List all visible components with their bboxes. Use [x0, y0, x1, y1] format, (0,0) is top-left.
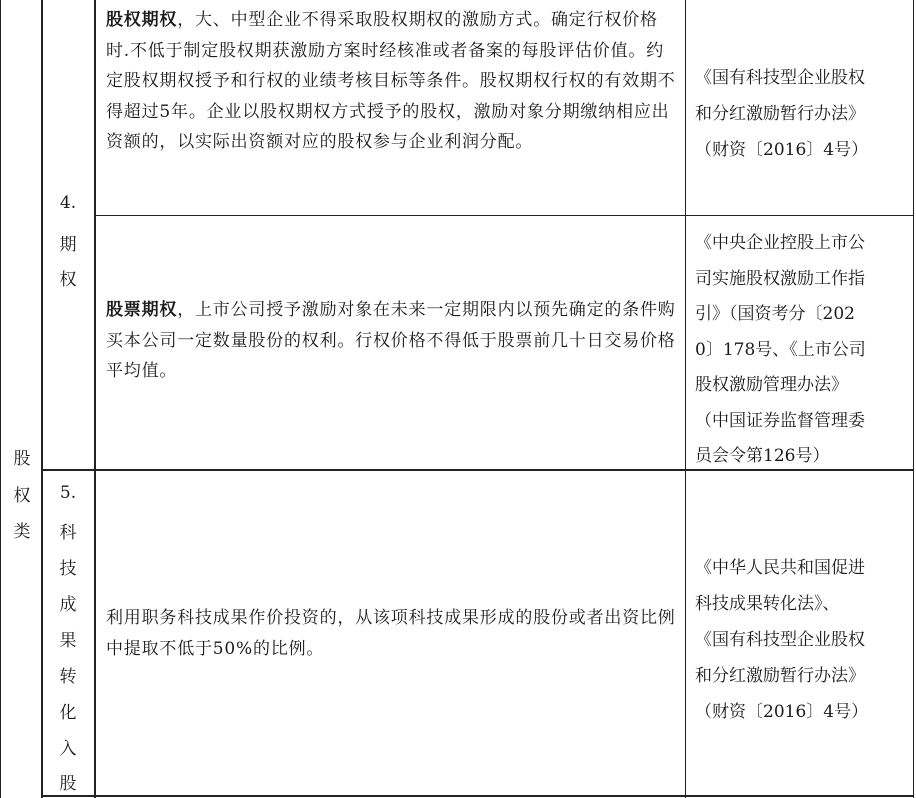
source-line: 司实施股权激励工作指	[695, 268, 865, 289]
tech-equity-description	[106, 603, 678, 664]
source-line: 和分红激励暂行办法》	[695, 104, 865, 124]
column-divider-number	[41, 0, 43, 798]
source-line: （财资〔2016〕4号）	[695, 702, 869, 722]
source-line: （财资〔2016〕4号）	[695, 140, 869, 160]
source-line: 引》（国资考分〔202	[695, 304, 855, 324]
row-name-char: 化	[59, 703, 77, 723]
source-line: 员会令第126号）	[695, 446, 830, 466]
table-left-border	[0, 0, 1, 798]
category-char: 类	[13, 522, 31, 542]
term-title: 股票期权	[106, 300, 178, 320]
source-reference	[695, 60, 909, 168]
row-name-char: 果	[59, 631, 77, 651]
row-name-char: 科	[59, 523, 77, 543]
source-line: 0〕178号、《上市公司	[695, 339, 866, 360]
source-line: 股权激励管理办法》	[695, 375, 848, 395]
source-line: 科技成果转化法》、	[695, 594, 840, 614]
column-divider-source	[685, 0, 686, 798]
term-text: 利用职务科技成果作价投资的，从该项科技成果形成的股份或者出资比例中提取不低于50%的比例。	[106, 608, 676, 659]
row-name-char: 股	[59, 774, 77, 794]
term-title: 股权期权	[106, 10, 178, 30]
source-line: 《国有科技型企业股权	[695, 68, 865, 88]
stock-option-description	[106, 5, 678, 158]
column-divider-name	[94, 0, 96, 798]
row-number: 4.	[59, 193, 77, 213]
source-line: 和分红激励暂行办法》	[695, 666, 865, 686]
category-char: 股	[13, 449, 31, 469]
row-name-char: 入	[59, 739, 77, 759]
source-reference	[695, 226, 909, 475]
row-number: 5.	[59, 483, 77, 503]
row-name-char: 转	[59, 667, 77, 687]
row-name-char: 成	[59, 595, 77, 615]
row-name-char: 期	[59, 235, 77, 255]
row-name-char: 技	[59, 559, 77, 579]
term-text: ，大、中型企业不得采取股权期权的激励方式。确定行权价格时.不低于制定股权期获激励方案时经核准或者备案的每股评估价值。约定股权期权授予和行权的业绩考核目标等条件。股权期权行权的有效期不得超过5年。企业以股权期权方式授予的股权，激励对象分期缴纳相应出资额的，以实际出资额对应的股权参与企业利润分配。	[106, 10, 676, 152]
row-divider-4-inner	[95, 215, 914, 216]
source-reference	[695, 550, 909, 730]
category-char: 权	[13, 486, 31, 506]
term-text: ，上市公司授予激励对象在未来一定期限内以预先确定的条件购买本公司一定数量股份的权利。行权价格不得低于股票前几十日交易价格平均值。	[106, 300, 676, 381]
source-line: 《国有科技型企业股权	[695, 630, 865, 650]
source-line: 《中央企业控股上市公	[695, 233, 865, 253]
share-option-description	[106, 295, 678, 387]
source-line: （中国证券监督管理委	[695, 410, 865, 431]
source-line: 《中华人民共和国促进	[695, 558, 865, 578]
row-name-char: 权	[59, 270, 77, 290]
table-bottom-border	[41, 795, 914, 797]
table-right-border	[913, 0, 914, 798]
